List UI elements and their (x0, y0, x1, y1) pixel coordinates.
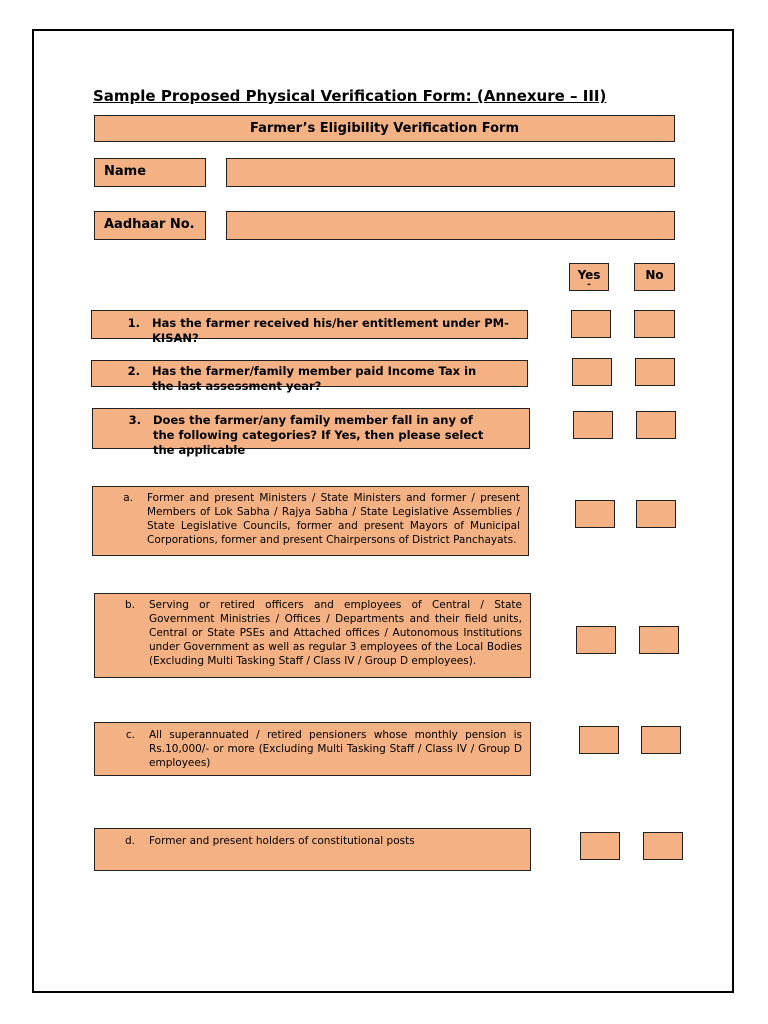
category-b (94, 593, 531, 678)
category-c-text: All superannuated / retired pensioners whose monthly pension is Rs.10,000/- or more (Excluding Multi Tasking Staff / Class IV / Group D employees) (149, 729, 522, 769)
page-heading: Sample Proposed Physical Verification Form: (Annexure – III) (93, 87, 607, 105)
question-2-text: Has the farmer/family member paid Income Tax in the last assessment year? (152, 364, 477, 393)
question-3-text: Does the farmer/any family member fall in any of the following categories? If Yes, then please select the applicable (153, 413, 484, 457)
category-d-yes-checkbox[interactable] (580, 832, 620, 860)
aadhaar-label: Aadhaar No. (94, 211, 206, 240)
category-b-no-checkbox[interactable] (639, 626, 679, 654)
question-3 (92, 408, 530, 457)
question-1-yes-checkbox[interactable] (571, 310, 611, 338)
question-1 (91, 310, 528, 345)
category-d (94, 828, 531, 871)
question-3-number: 3. (128, 413, 141, 427)
question-2-number: 2. (127, 364, 140, 378)
category-c-yes-checkbox[interactable] (579, 726, 619, 754)
category-a-letter: a. (123, 492, 133, 504)
yes-label: Yes (577, 268, 601, 282)
category-c-letter: c. (125, 729, 135, 741)
category-a-yes-checkbox[interactable] (575, 500, 615, 528)
question-1-text: Has the farmer received his/her entitlement under PM-KISAN? (152, 316, 509, 345)
name-label: Name (94, 158, 206, 187)
form-title: Farmer’s Eligibility Verification Form (94, 115, 675, 142)
question-2-no-checkbox[interactable] (635, 358, 675, 386)
category-a-no-checkbox[interactable] (636, 500, 676, 528)
name-input[interactable] (226, 158, 675, 187)
category-c-no-checkbox[interactable] (641, 726, 681, 754)
category-d-letter: d. (124, 835, 135, 847)
category-b-text: Serving or retired officers and employees of Central / State Government Ministries / Offices / Departments and their field units, Central or State PSEs and Attached offices / Autonomous Institutions under Government as well as regular 3 employees of the Local Bodies (Excluding Multi Tasking Staff / Class IV / Group D employees). (149, 599, 522, 667)
question-3-no-checkbox[interactable] (636, 411, 676, 439)
category-b-yes-checkbox[interactable] (576, 626, 616, 654)
question-3-yes-checkbox[interactable] (573, 411, 613, 439)
yes-column-header (569, 263, 609, 291)
category-b-letter: b. (124, 599, 135, 611)
aadhaar-input[interactable] (226, 211, 675, 240)
category-a-text: Former and present Ministers / State Ministers and former / present Members of Lok Sabha / Rajya Sabha / State Legislative Assemblies / State Legislative Councils, former and present Mayors of Municipal Corporations, former and present Chairpersons of District Panchayats. (147, 492, 520, 546)
category-d-no-checkbox[interactable] (643, 832, 683, 860)
question-2-yes-checkbox[interactable] (572, 358, 612, 386)
question-1-number: 1. (127, 316, 140, 330)
question-2 (91, 360, 528, 393)
yes-label-extra: - (587, 280, 591, 290)
category-c (94, 722, 531, 776)
category-d-text: Former and present holders of constitutional posts (149, 835, 415, 847)
no-column-header: No (634, 263, 675, 291)
category-a (92, 486, 529, 556)
question-1-no-checkbox[interactable] (634, 310, 675, 338)
